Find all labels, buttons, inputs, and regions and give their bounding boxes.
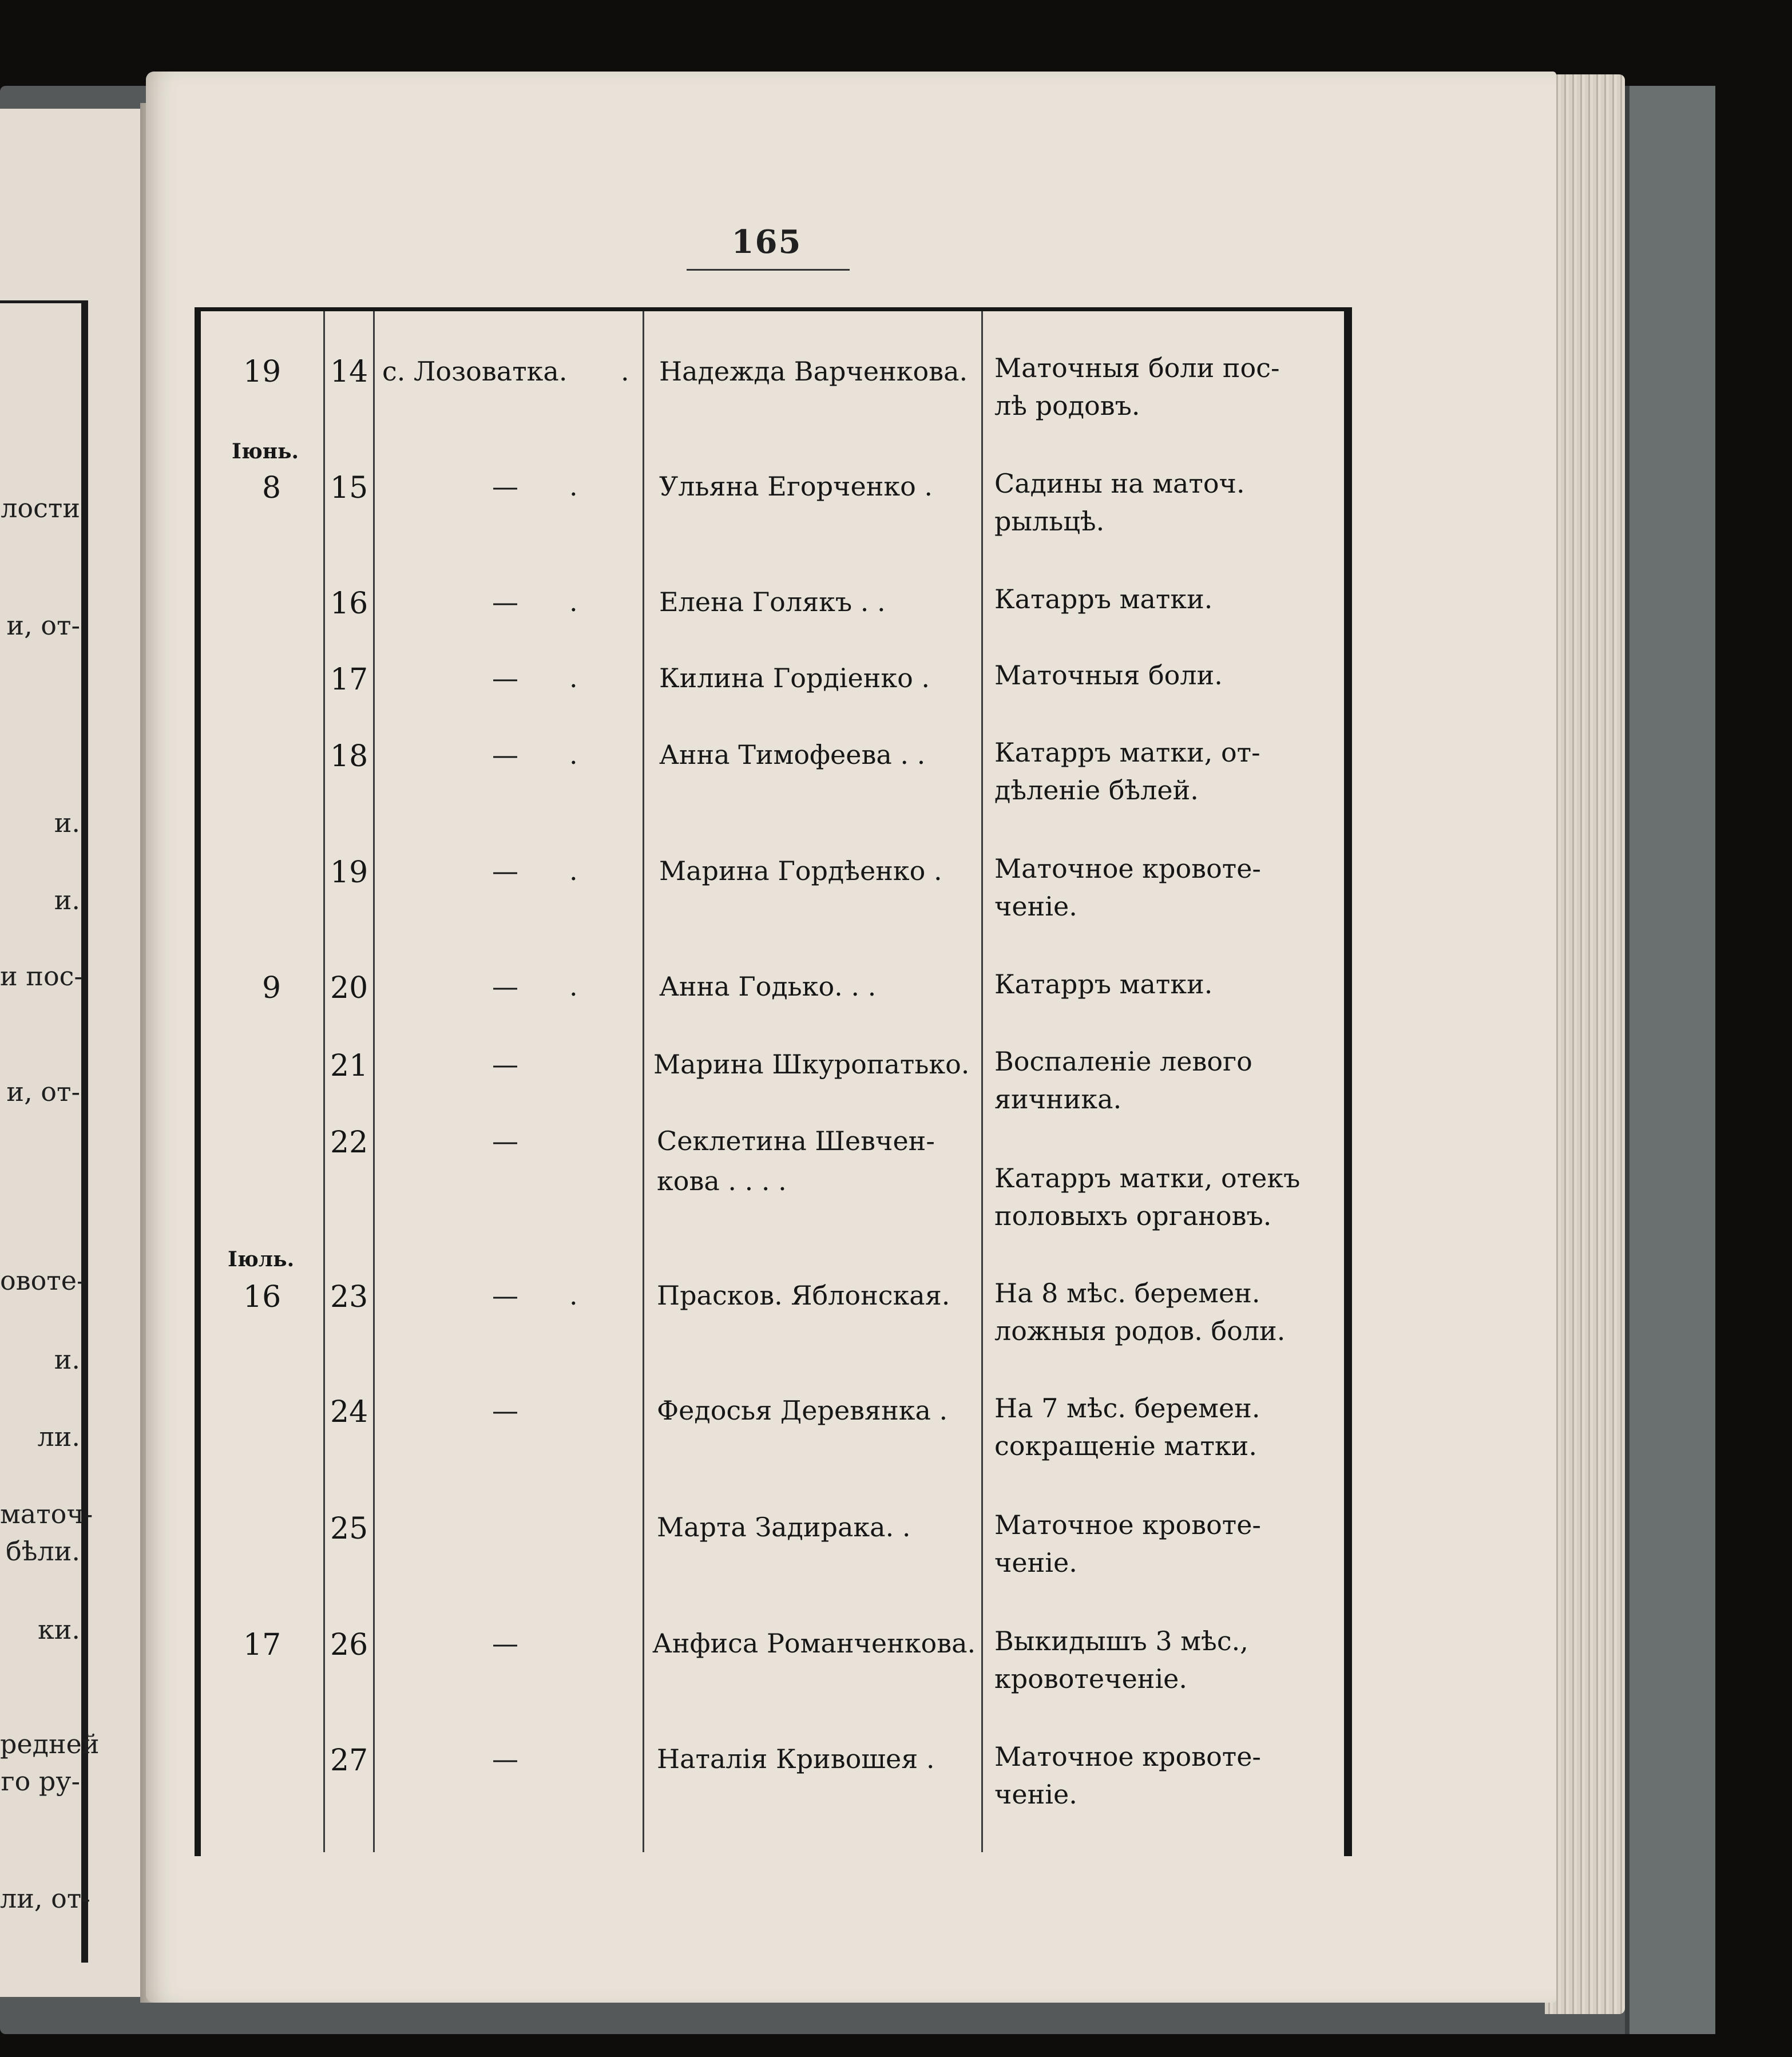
diagnosis-line: Маточное кровоте- [994, 853, 1261, 884]
day-cell: 9 [262, 971, 282, 1005]
patient-name: Анна Тимофеева . . [659, 739, 926, 770]
patient-name: Марта Задирака. . [657, 1512, 911, 1543]
book-cover-edge [1625, 86, 1715, 2034]
left-fragment: и. [54, 1344, 80, 1375]
diagnosis-line: ложныя родов. боли. [994, 1315, 1286, 1346]
number-cell: 24 [330, 1395, 368, 1429]
ditto-dash: — [492, 1395, 518, 1426]
diagnosis-line: Катарръ матки, от- [994, 737, 1260, 768]
location-dots: . [569, 1280, 578, 1311]
ditto-dash: — [492, 586, 518, 617]
diagnosis-line: яичника. [994, 1084, 1122, 1115]
location-dots: . [569, 471, 578, 502]
number-cell: 27 [330, 1743, 368, 1778]
patient-name: Прасков. Яблонская. [657, 1280, 950, 1311]
diagnosis-line: Выкидышъ 3 мѣс., [994, 1626, 1248, 1656]
patient-name: Ульяна Егорченко . [659, 471, 933, 502]
number-cell: 18 [330, 739, 368, 774]
location-dots: . [621, 356, 629, 387]
left-table-frame [0, 300, 100, 1963]
left-fragment: ли, от- [0, 1883, 90, 1914]
ditto-dash: — [492, 1049, 518, 1080]
location-cell: с. Лозоватка. [382, 356, 568, 387]
number-cell: 20 [330, 971, 368, 1005]
patient-name: Марина Шкуропатько. [653, 1049, 970, 1080]
diagnosis-line: Садины на маточ. [994, 468, 1245, 499]
page-number: 165 [731, 223, 802, 261]
number-cell: 15 [330, 471, 368, 505]
patient-name-continued: кова . . . . [657, 1166, 787, 1196]
ditto-dash: — [492, 1125, 518, 1156]
patient-name: Наталія Кривошея . [657, 1743, 935, 1774]
diagnosis-line: дѣленіе бѣлей. [994, 775, 1199, 806]
patient-name: Секлетина Шевчен- [657, 1125, 935, 1156]
month-label: Іюнь. [232, 439, 299, 463]
left-fragment: лости [1, 493, 80, 524]
left-fragment: го ру- [1, 1766, 80, 1797]
patient-name: Марина Гордѣенко . [659, 855, 942, 886]
column-divider [981, 311, 983, 1852]
location-dots: . [569, 586, 578, 617]
month-label: Іюль. [228, 1247, 295, 1271]
diagnosis-line: кровотеченіе. [994, 1663, 1188, 1694]
left-fragment: и пос- [0, 961, 83, 992]
number-cell: 17 [330, 663, 368, 697]
ditto-dash: — [492, 971, 518, 1002]
left-page [0, 109, 146, 1997]
page-edges [1545, 74, 1625, 2014]
ditto-dash: — [492, 1743, 518, 1774]
number-cell: 22 [330, 1125, 368, 1160]
left-fragment: маточ- [0, 1499, 93, 1529]
patient-name: Килина Гордіенко . [659, 663, 930, 693]
left-fragment: и. [54, 885, 80, 915]
left-fragment: ли. [37, 1421, 80, 1452]
number-cell: 23 [330, 1280, 368, 1314]
location-dots: . [569, 855, 578, 886]
day-cell: 8 [262, 471, 282, 505]
left-fragment: и, от- [6, 610, 80, 641]
number-cell: 16 [330, 586, 368, 621]
diagnosis-line: Маточныя боли пос- [994, 352, 1280, 383]
column-divider [323, 311, 325, 1852]
patient-name: Анфиса Романченкова. [652, 1628, 976, 1659]
diagnosis-line: Маточное кровоте- [994, 1741, 1261, 1772]
diagnosis-line: Катарръ матки, отекъ [994, 1163, 1301, 1194]
patient-name: Надежда Варченкова. [659, 356, 968, 387]
diagnosis-line: Маточныя боли. [994, 660, 1223, 691]
diagnosis-line: ченіе. [994, 1547, 1077, 1578]
diagnosis-line: ченіе. [994, 1779, 1077, 1810]
location-dots: . [569, 971, 578, 1002]
diagnosis-line: ченіе. [994, 891, 1077, 922]
number-cell: 26 [330, 1628, 368, 1662]
left-fragment: ки. [37, 1614, 80, 1645]
number-cell: 14 [330, 355, 368, 389]
diagnosis-line: Воспаленіе левого [994, 1046, 1252, 1077]
day-cell: 16 [243, 1280, 282, 1314]
column-divider [643, 311, 644, 1852]
diagnosis-line: Катарръ матки. [994, 584, 1213, 615]
ditto-dash: — [492, 1628, 518, 1659]
diagnosis-line: Катарръ матки. [994, 969, 1213, 1000]
number-cell: 21 [330, 1049, 368, 1083]
day-cell: 17 [243, 1628, 282, 1662]
diagnosis-line: На 8 мѣс. беремен. [994, 1278, 1260, 1309]
ditto-dash: — [492, 1280, 518, 1311]
patient-name: Федосья Деревянка . [657, 1395, 948, 1426]
left-fragment: редней [0, 1729, 100, 1759]
diagnosis-line: На 7 мѣс. беремен. [994, 1393, 1260, 1424]
number-cell: 25 [330, 1512, 368, 1546]
diagnosis-line: сокращеніе матки. [994, 1430, 1257, 1461]
diagnosis-line: рыльцѣ. [994, 506, 1105, 537]
ditto-dash: — [492, 471, 518, 502]
page-number-rule [687, 269, 850, 271]
patient-name: Анна Годько. . . [659, 971, 877, 1002]
ditto-dash: — [492, 663, 518, 693]
patient-name: Елена Голякъ . . [659, 586, 886, 617]
location-dots: . [569, 663, 578, 693]
number-cell: 19 [330, 855, 368, 890]
diagnosis-line: Маточное кровоте- [994, 1509, 1261, 1540]
ditto-dash: — [492, 739, 518, 770]
column-divider [373, 311, 375, 1852]
left-fragment: овоте- [0, 1265, 86, 1296]
location-dots: . [569, 739, 578, 770]
left-fragment: и. [54, 807, 80, 838]
left-fragment: и, от- [6, 1076, 80, 1107]
diagnosis-line: лѣ родовъ. [994, 390, 1140, 421]
diagnosis-line: половыхъ органовъ. [994, 1200, 1272, 1231]
left-fragment: бѣли. [6, 1536, 80, 1567]
ditto-dash: — [492, 855, 518, 886]
day-cell: 19 [243, 355, 282, 389]
